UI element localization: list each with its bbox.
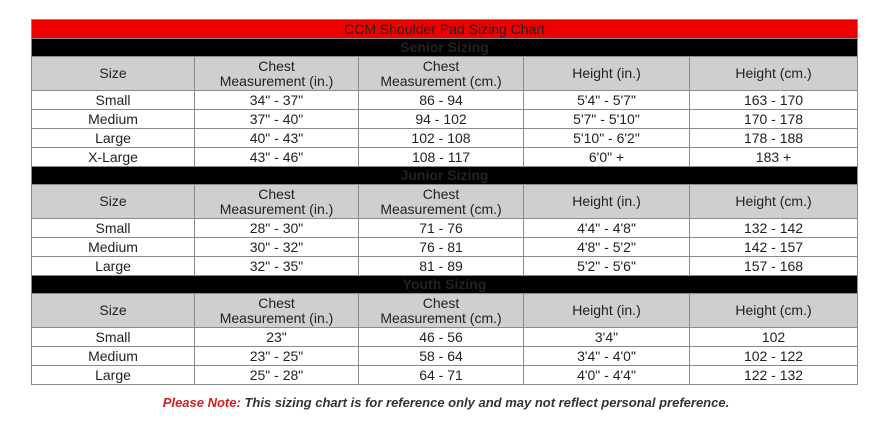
section-row (32, 39, 858, 57)
table-cell: 43" - 46" (195, 148, 359, 167)
table-row (32, 91, 858, 110)
column-header: Height (cm.) (690, 57, 858, 91)
table-cell: 157 - 168 (690, 257, 858, 276)
table-cell: 183 + (690, 148, 858, 167)
table-cell: 108 - 117 (359, 148, 524, 167)
table-cell: 28" - 30" (195, 219, 359, 238)
table-row (32, 110, 858, 129)
column-header: Size (32, 57, 195, 91)
table-cell: 5'4" - 5'7" (524, 91, 690, 110)
section-title: Youth Sizing (32, 276, 858, 294)
column-header-row (32, 57, 858, 91)
table-row (32, 328, 858, 347)
column-header: Height (cm.) (690, 294, 858, 328)
table-cell: 3'4" - 4'0" (524, 347, 690, 366)
table-cell: 163 - 170 (690, 91, 858, 110)
table-cell: 178 - 188 (690, 129, 858, 148)
table-cell: 23" - 25" (195, 347, 359, 366)
table-cell: 86 - 94 (359, 91, 524, 110)
note-lead: Please Note: (162, 395, 241, 410)
column-header: Chest Measurement (in.) (195, 185, 359, 219)
table-cell: 5'7" - 5'10" (524, 110, 690, 129)
table-row (32, 129, 858, 148)
table-row (32, 347, 858, 366)
table-cell: 170 - 178 (690, 110, 858, 129)
table-cell: 6'0" + (524, 148, 690, 167)
column-header: Height (in.) (524, 185, 690, 219)
column-header: Size (32, 185, 195, 219)
chart-title: CCM Shoulder Pad Sizing Chart (32, 20, 858, 39)
table-cell: 37" - 40" (195, 110, 359, 129)
table-cell: 142 - 157 (690, 238, 858, 257)
table-cell: 34" - 37" (195, 91, 359, 110)
table-row (32, 238, 858, 257)
table-cell: 94 - 102 (359, 110, 524, 129)
table-cell: Large (32, 257, 195, 276)
note-text: This sizing chart is for reference only and may not reflect personal preference. (240, 395, 730, 410)
table-cell: 5'2" - 5'6" (524, 257, 690, 276)
column-header: Height (in.) (524, 294, 690, 328)
column-header-row (32, 185, 858, 219)
column-header: Chest Measurement (cm.) (359, 185, 524, 219)
table-row (32, 257, 858, 276)
table-cell: 132 - 142 (690, 219, 858, 238)
column-header-row (32, 294, 858, 328)
table-cell: 102 - 122 (690, 347, 858, 366)
table-cell: 32" - 35" (195, 257, 359, 276)
chart-title-row (32, 20, 858, 39)
table-cell: 4'0" - 4'4" (524, 366, 690, 385)
sizing-chart-table (31, 19, 858, 385)
table-cell: 102 (690, 328, 858, 347)
table-cell: 4'4" - 4'8" (524, 219, 690, 238)
column-header: Chest Measurement (in.) (195, 294, 359, 328)
table-cell: 64 - 71 (359, 366, 524, 385)
table-cell: X-Large (32, 148, 195, 167)
reference-note (0, 395, 892, 410)
column-header: Chest Measurement (cm.) (359, 57, 524, 91)
section-title: Junior Sizing (32, 167, 858, 185)
section-row (32, 167, 858, 185)
section-row (32, 276, 858, 294)
table-cell: 30" - 32" (195, 238, 359, 257)
table-cell: Medium (32, 347, 195, 366)
table-cell: 102 - 108 (359, 129, 524, 148)
table-cell: Small (32, 328, 195, 347)
table-cell: 46 - 56 (359, 328, 524, 347)
table-cell: 23" (195, 328, 359, 347)
table-cell: Medium (32, 110, 195, 129)
table-cell: Large (32, 366, 195, 385)
table-cell: 3'4" (524, 328, 690, 347)
column-header: Chest Measurement (in.) (195, 57, 359, 91)
table-row (32, 219, 858, 238)
table-cell: 71 - 76 (359, 219, 524, 238)
section-title: Senior Sizing (32, 39, 858, 57)
table-cell: 40" - 43" (195, 129, 359, 148)
table-cell: 25" - 28" (195, 366, 359, 385)
column-header: Chest Measurement (cm.) (359, 294, 524, 328)
column-header: Size (32, 294, 195, 328)
column-header: Height (cm.) (690, 185, 858, 219)
table-cell: 4'8" - 5'2" (524, 238, 690, 257)
column-header: Height (in.) (524, 57, 690, 91)
table-cell: 81 - 89 (359, 257, 524, 276)
table-cell: 122 - 132 (690, 366, 858, 385)
table-cell: Small (32, 91, 195, 110)
table-cell: 76 - 81 (359, 238, 524, 257)
table-row (32, 366, 858, 385)
table-cell: Large (32, 129, 195, 148)
table-cell: Medium (32, 238, 195, 257)
table-cell: Small (32, 219, 195, 238)
table-row (32, 148, 858, 167)
table-cell: 58 - 64 (359, 347, 524, 366)
table-cell: 5'10" - 6'2" (524, 129, 690, 148)
